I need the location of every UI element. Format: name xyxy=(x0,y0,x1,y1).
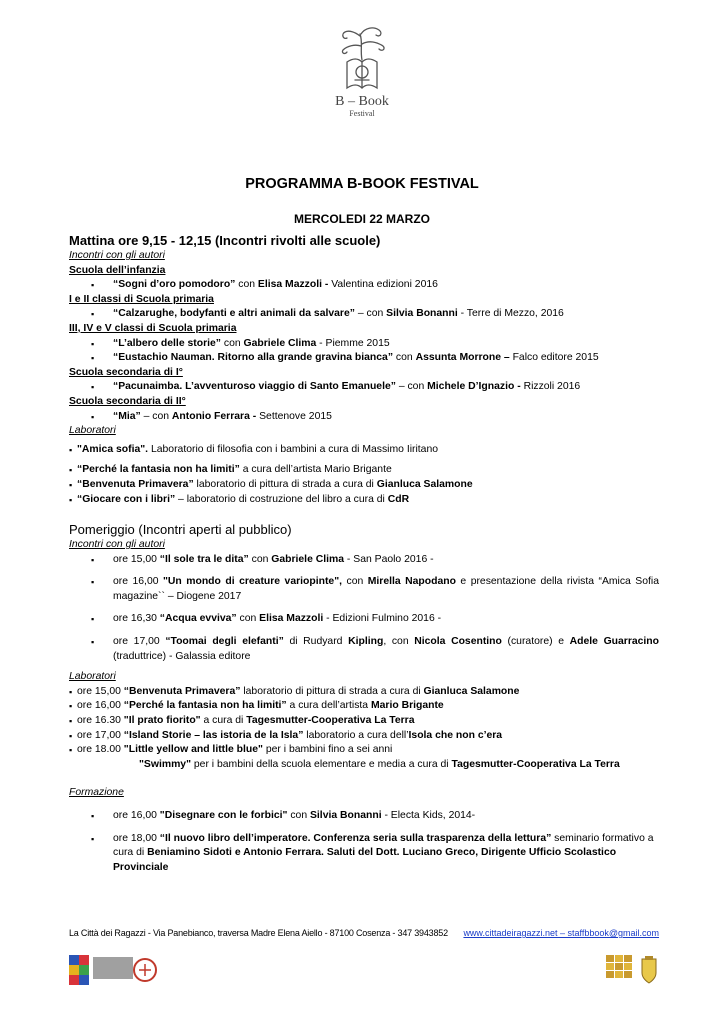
list-item: ▪ “Sogni d’oro pomodoro” con Elisa Mazzoli - Valentina edizioni 2016 xyxy=(69,278,659,293)
formazione-label: Formazione xyxy=(69,787,124,799)
list-item: ▪ ore 17,00 “Toomai degli elefanti” di Rudyard Kipling, con Nicola Cosentino (curatore) e Adele Guarracino (traduttrice) - Galassia editore xyxy=(69,635,659,664)
secondaria-1-heading: Scuola secondaria di I° xyxy=(69,366,183,378)
list-item: ▪ “Mia” – con Antonio Ferrara - Settenove 2015 xyxy=(69,410,659,425)
afternoon-heading: Pomeriggio (Incontri aperti al pubblico) xyxy=(69,522,292,538)
footer-address: La Città dei Ragazzi - Via Panebianco, traversa Madre Elena Aiello - 87100 Cosenza - 347 3943852 xyxy=(69,928,448,938)
secondaria-2-heading: Scuola secondaria di II° xyxy=(69,395,186,407)
list-item: ▪ ore 15,00 “Il sole tra le dita” con Gabriele Clima - San Paolo 2016 - xyxy=(69,553,659,568)
list-item: ▪ ore 18.00 "Little yellow and little blue" per i bambini fino a sei anni xyxy=(69,743,659,758)
list-item: ▪ “L’albero delle storie” con Gabriele Clima - Piemme 2015 xyxy=(69,337,659,352)
infanzia-heading: Scuola dell’infanzia xyxy=(69,264,166,276)
primaria-345-heading: III, IV e V classi di Scuola primaria xyxy=(69,322,237,334)
list-item: ▪ ore 16,00 "Disegnare con le forbici" con Silvia Bonanni - Electa Kids, 2014- xyxy=(69,809,659,824)
list-item: ▪ ore 18,00 “Il nuovo libro dell’imperatore. Conferenza seria sulla trasparenza della lettura” seminario formativo a cura di Beniamino Sidoti e Antonio Ferrara. Saluti del Dott. Luciano Greco, Dirigente Ufficio Scolastico Provinciale xyxy=(69,832,659,876)
primaria-12-heading: I e II classi di Scuola primaria xyxy=(69,293,214,305)
list-item: ▪ “Pacunaimba. L’avventuroso viaggio di Santo Emanuele” – con Michele D’Ignazio - Rizzoli 2016 xyxy=(69,380,659,395)
list-item: ▪ "Amica sofia". Laboratorio di filosofia con i bambini a cura di Massimo Iiritano xyxy=(69,443,659,458)
list-item: ▪ ore 16,30 “Acqua evviva” con Elisa Mazzoli - Edizioni Fulmino 2016 - xyxy=(69,612,659,627)
list-item-continued: "Swimmy" per i bambini della scuola elementare e media a cura di Tagesmutter-Cooperativa La Terra xyxy=(139,758,620,770)
book-tree-icon xyxy=(327,22,397,94)
list-item: ▪ ore 16,00 “Perché la fantasia non ha limiti” a cura dell’artista Mario Brigante xyxy=(69,699,659,714)
page-title: PROGRAMMA B-BOOK FESTIVAL xyxy=(245,176,479,192)
program-content xyxy=(69,232,659,875)
list-item: ▪ ore 16,00 "Un mondo di creature variopinte", con Mirella Napodano e presentazione della rivista “Amica Sofia magazine`` – Diogene 2017 xyxy=(69,575,659,604)
footer-links[interactable]: www.cittadeiragazzi.net – staffbbook@gmail.com xyxy=(463,928,659,938)
logo-name: B – Book xyxy=(335,94,389,109)
morning-lab-label: Laboratori xyxy=(69,425,116,437)
logo-subtitle: Festival xyxy=(349,109,375,118)
list-item: ▪ ore 15,00 “Benvenuta Primavera” laboratorio di pittura di strada a cura di Gianluca Salamone xyxy=(69,685,659,700)
morning-incontri-label: Incontri con gli autori xyxy=(69,250,165,261)
afternoon-incontri-label: Incontri con gli autori xyxy=(69,539,165,551)
list-item: ▪ “Perché la fantasia non ha limiti” a cura dell’artista Mario Brigante xyxy=(69,463,659,478)
list-item: ▪ “Eustachio Nauman. Ritorno alla grande gravina bianca” con Assunta Morrone – Falco editore 2015 xyxy=(69,351,659,366)
morning-heading: Mattina ore 9,15 - 12,15 (Incontri rivolti alle scuole) xyxy=(69,233,381,248)
list-item: ▪ “Giocare con i libri” – laboratorio di costruzione del libro a cura di CdR xyxy=(69,493,659,508)
city-logos xyxy=(606,955,660,989)
b-book-logo xyxy=(322,22,402,132)
teca-don-bosco-logo xyxy=(69,955,157,987)
list-item: ▪ “Calzarughe, bodyfanti e altri animali da salvare” – con Silvia Bonanni - Terre di Mezzo, 2016 xyxy=(69,307,659,322)
list-item: ▪ ore 17,00 “Island Storie – las istoria de la Isla” laboratorio a cura dell’Isola che non c’era xyxy=(69,729,659,744)
list-item: ▪ ore 16.30 "Il prato fiorito" a cura di Tagesmutter-Cooperativa La Terra xyxy=(69,714,659,729)
afternoon-lab-label: Laboratori xyxy=(69,671,116,683)
footer xyxy=(69,928,659,938)
list-item: ▪ “Benvenuta Primavera” laboratorio di pittura di strada a cura di Gianluca Salamone xyxy=(69,478,659,493)
event-date: MERCOLEDI 22 MARZO xyxy=(293,212,430,226)
